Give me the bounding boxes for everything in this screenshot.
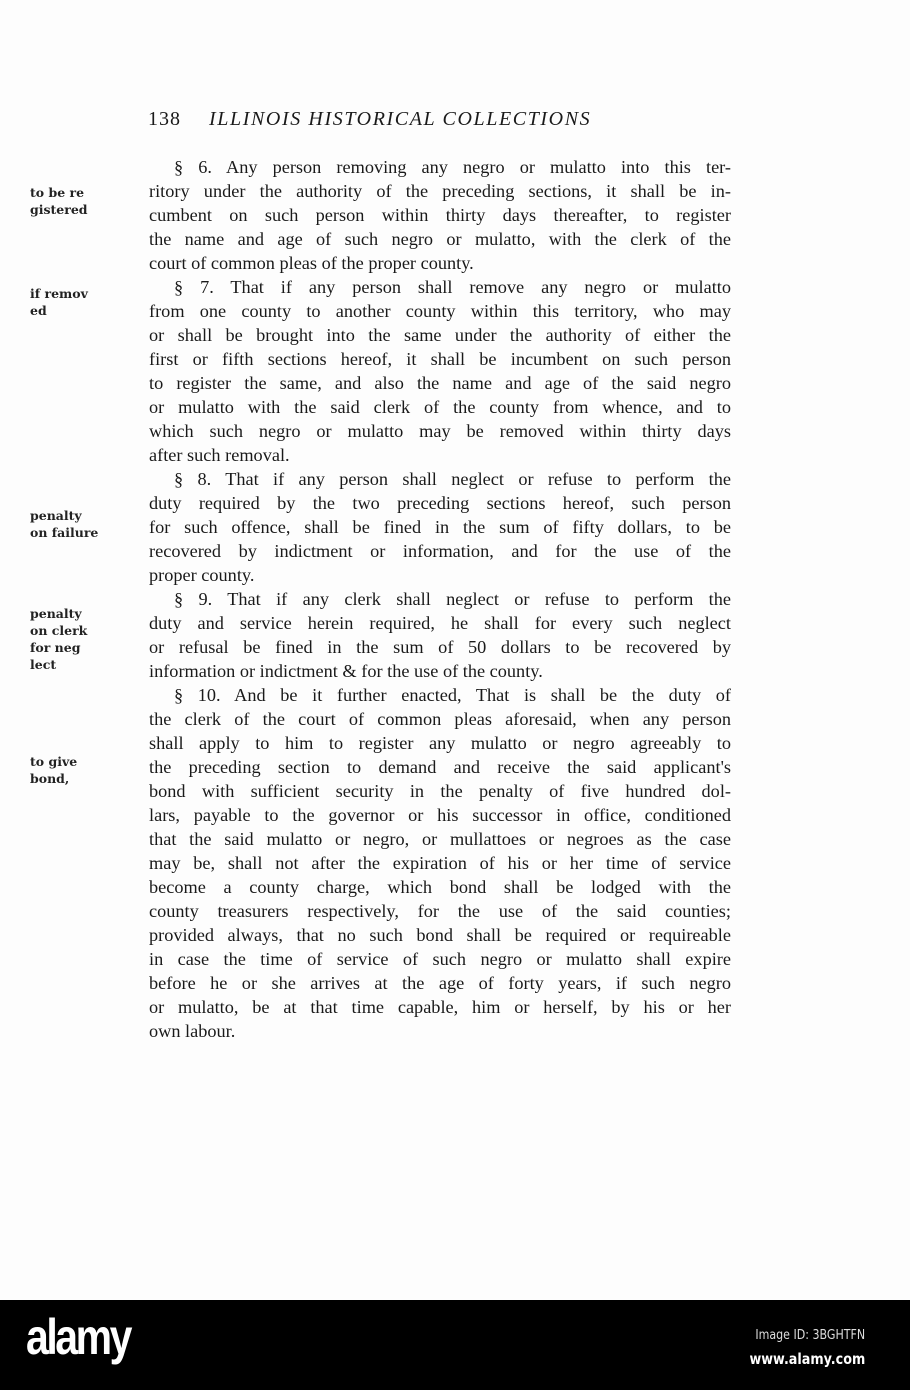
text-line: cumbent on such person within thirty days thereafter, to register xyxy=(149,205,731,225)
text-line: which such negro or mulatto may be removed within thirty days xyxy=(149,421,731,441)
text-line: or mulatto with the said clerk of the county from whence, and to xyxy=(149,397,731,417)
text-line: before he or she arrives at the age of forty years, if such negro xyxy=(149,973,731,993)
margin-note-line: on clerk xyxy=(30,623,88,638)
text-line: first or fifth sections hereof, it shall be incumbent on such person xyxy=(149,349,731,369)
text-line: the clerk of the court of common pleas aforesaid, when any person xyxy=(149,709,731,729)
text-line: after such removal. xyxy=(149,445,290,465)
text-line: provided always, that no such bond shall be required or requireable xyxy=(149,925,731,945)
text-line: the preceding section to demand and receive the said applicant's xyxy=(149,757,731,777)
text-line: information or indictment & for the use of the county. xyxy=(149,661,543,681)
text-line: duty required by the two preceding sections hereof, such person xyxy=(149,493,731,513)
margin-note-line: for neg xyxy=(30,640,81,655)
margin-note-line: bond, xyxy=(30,771,70,786)
text-line: § 8. That if any person shall neglect or refuse to perform the xyxy=(174,469,731,489)
text-line: may be, shall not after the expiration of his or her time of service xyxy=(149,853,731,873)
text-line: or refusal be fined in the sum of 50 dollars to be recovered by xyxy=(149,637,731,657)
text-line: to register the same, and also the name and age of the said negro xyxy=(149,373,731,393)
page-number: 138 xyxy=(148,108,181,130)
margin-note-line: penalty xyxy=(30,606,82,621)
margin-note-line: lect xyxy=(30,657,57,672)
watermark-banner xyxy=(0,1300,910,1390)
image-id: Image ID: 3BGHTFN xyxy=(755,1328,865,1343)
text-line: or shall be brought into the same under the authority of either the xyxy=(149,325,731,345)
text-line: that the said mulatto or negro, or mullattoes or negroes as the case xyxy=(149,829,731,849)
margin-note-line: to be re xyxy=(30,185,85,200)
text-line: become a county charge, which bond shall be lodged with the xyxy=(149,877,731,897)
text-line: § 9. That if any clerk shall neglect or refuse to perform the xyxy=(174,589,731,609)
text-line: the name and age of such negro or mulatto, with the clerk of the xyxy=(149,229,731,249)
margin-note-line: on failure xyxy=(30,525,99,540)
text-line: for such offence, shall be fined in the sum of fifty dollars, to be xyxy=(149,517,731,537)
text-line: § 10. And be it further enacted, That is shall be the duty of xyxy=(174,685,731,705)
text-line: § 7. That if any person shall remove any negro or mulatto xyxy=(174,277,731,297)
margin-note xyxy=(30,184,88,218)
text-line: bond with sufficient security in the penalty of five hundred dol- xyxy=(149,781,731,801)
alamy-logo: alamy xyxy=(26,1309,130,1365)
text-line: duty and service herein required, he shall for every such neglect xyxy=(149,613,731,633)
text-line: proper county. xyxy=(149,565,255,585)
running-header xyxy=(148,108,591,131)
text-line: § 6. Any person removing any negro or mulatto into this ter- xyxy=(174,157,731,177)
text-line: county treasurers respectively, for the use of the said counties; xyxy=(149,901,731,921)
margin-note-line: ed xyxy=(30,303,47,318)
margin-note xyxy=(30,285,88,319)
text-line: in case the time of service of such negro or mulatto shall expire xyxy=(149,949,731,969)
site-url: www.alamy.com xyxy=(749,1350,865,1368)
text-line: court of common pleas of the proper county. xyxy=(149,253,474,273)
text-line: lars, payable to the governor or his successor in office, conditioned xyxy=(149,805,731,825)
margin-note-line: gistered xyxy=(30,202,88,217)
margin-note xyxy=(30,605,87,673)
text-line: or mulatto, be at that time capable, him or herself, by his or her xyxy=(149,997,731,1017)
margin-note-line: if remov xyxy=(30,286,88,301)
text-line: recovered by indictment or information, and for the use of the xyxy=(149,541,731,561)
text-line: from one county to another county within this territory, who may xyxy=(149,301,731,321)
text-line: shall apply to him to register any mulatto or negro agreeably to xyxy=(149,733,731,753)
margin-note xyxy=(30,753,77,787)
margin-note-line: to give xyxy=(30,754,78,769)
margin-note-line: penalty xyxy=(30,508,82,523)
running-title: ILLINOIS HISTORICAL COLLECTIONS xyxy=(209,108,592,130)
text-line: own labour. xyxy=(149,1021,236,1041)
margin-note xyxy=(30,507,98,541)
text-line: ritory under the authority of the preceding sections, it shall be in- xyxy=(149,181,731,201)
